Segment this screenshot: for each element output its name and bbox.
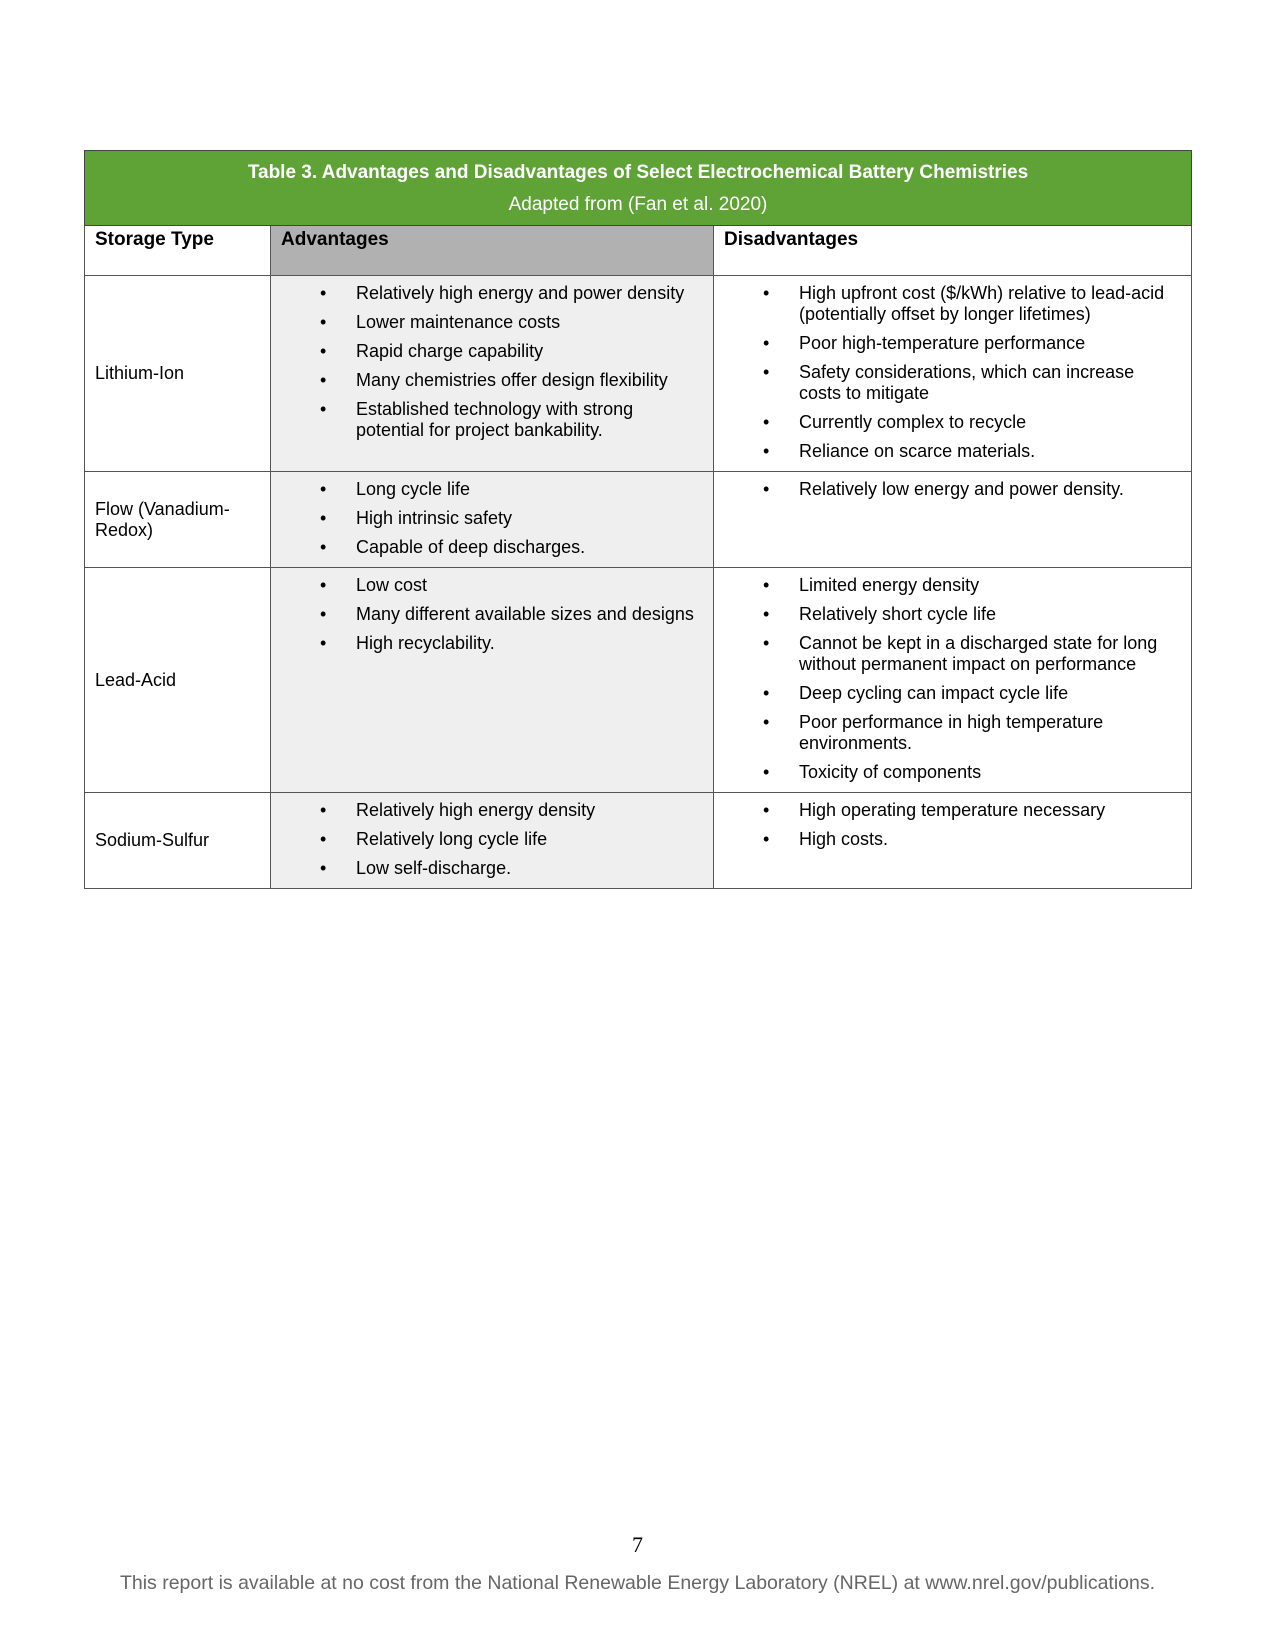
advantages-list bbox=[272, 800, 712, 879]
header-storage-type: Storage Type bbox=[85, 226, 271, 276]
list-item: • Deep cycling can impact cycle life bbox=[715, 683, 1190, 704]
storage-type-cell: Flow (Vanadium-Redox) bbox=[85, 472, 271, 568]
list-item: • Relatively long cycle life bbox=[272, 829, 712, 850]
list-item: • Safety considerations, which can increase costs to mitigate bbox=[715, 362, 1190, 404]
advantages-cell bbox=[271, 793, 714, 889]
header-disadvantages: Disadvantages bbox=[714, 226, 1192, 276]
list-item: • Capable of deep discharges. bbox=[272, 537, 712, 558]
storage-type-cell: Sodium-Sulfur bbox=[85, 793, 271, 889]
list-item: • Many different available sizes and designs bbox=[272, 604, 712, 625]
list-item: • Established technology with strong potential for project bankability. bbox=[272, 399, 712, 441]
advantages-cell bbox=[271, 472, 714, 568]
battery-chemistries-table bbox=[84, 150, 1192, 889]
list-item: • Poor performance in high temperature environments. bbox=[715, 712, 1190, 754]
table-caption bbox=[85, 151, 1192, 226]
list-item: • Rapid charge capability bbox=[272, 341, 712, 362]
advantages-list bbox=[272, 479, 712, 558]
list-item: • High costs. bbox=[715, 829, 1190, 850]
list-item: • Poor high-temperature performance bbox=[715, 333, 1190, 354]
list-item: • High recyclability. bbox=[272, 633, 712, 654]
list-item: • High upfront cost ($/kWh) relative to lead-acid (potentially offset by longer lifetimes) bbox=[715, 283, 1190, 325]
list-item: • Cannot be kept in a discharged state for long without permanent impact on performance bbox=[715, 633, 1190, 675]
list-item: • Lower maintenance costs bbox=[272, 312, 712, 333]
footer-note: This report is available at no cost from the National Renewable Energy Laboratory (NREL) at www.nrel.gov/publications. bbox=[119, 1572, 1156, 1594]
list-item: • Limited energy density bbox=[715, 575, 1190, 596]
table-row bbox=[85, 472, 1192, 568]
list-item: • Toxicity of components bbox=[715, 762, 1190, 783]
storage-type-cell: Lead-Acid bbox=[85, 568, 271, 793]
list-item: • Relatively high energy and power density bbox=[272, 283, 712, 304]
advantages-cell bbox=[271, 568, 714, 793]
table-row bbox=[85, 276, 1192, 472]
list-item: • Relatively low energy and power density. bbox=[715, 479, 1190, 500]
table-row bbox=[85, 793, 1192, 889]
page-number: 7 bbox=[632, 1532, 643, 1557]
disadvantages-list bbox=[715, 283, 1190, 462]
advantages-cell bbox=[271, 276, 714, 472]
disadvantages-cell bbox=[714, 472, 1192, 568]
disadvantages-cell bbox=[714, 568, 1192, 793]
table-subtitle: Adapted from (Fan et al. 2020) bbox=[508, 194, 768, 215]
disadvantages-list bbox=[715, 800, 1190, 850]
list-item: • Long cycle life bbox=[272, 479, 712, 500]
list-item: • Many chemistries offer design flexibility bbox=[272, 370, 712, 391]
table-title: Table 3. Advantages and Disadvantages of Select Electrochemical Battery Chemistries bbox=[247, 162, 1029, 183]
header-advantages: Advantages bbox=[271, 226, 714, 276]
disadvantages-list bbox=[715, 479, 1190, 500]
advantages-list bbox=[272, 283, 712, 441]
disadvantages-cell bbox=[714, 793, 1192, 889]
storage-type-cell: Lithium-Ion bbox=[85, 276, 271, 472]
list-item: • High intrinsic safety bbox=[272, 508, 712, 529]
list-item: • Relatively high energy density bbox=[272, 800, 712, 821]
list-item: • Low cost bbox=[272, 575, 712, 596]
list-item: • Reliance on scarce materials. bbox=[715, 441, 1190, 462]
list-item: • Currently complex to recycle bbox=[715, 412, 1190, 433]
disadvantages-list bbox=[715, 575, 1190, 783]
disadvantages-cell bbox=[714, 276, 1192, 472]
list-item: • Relatively short cycle life bbox=[715, 604, 1190, 625]
list-item: • Low self-discharge. bbox=[272, 858, 712, 879]
list-item: • High operating temperature necessary bbox=[715, 800, 1190, 821]
advantages-list bbox=[272, 575, 712, 654]
table-row bbox=[85, 568, 1192, 793]
